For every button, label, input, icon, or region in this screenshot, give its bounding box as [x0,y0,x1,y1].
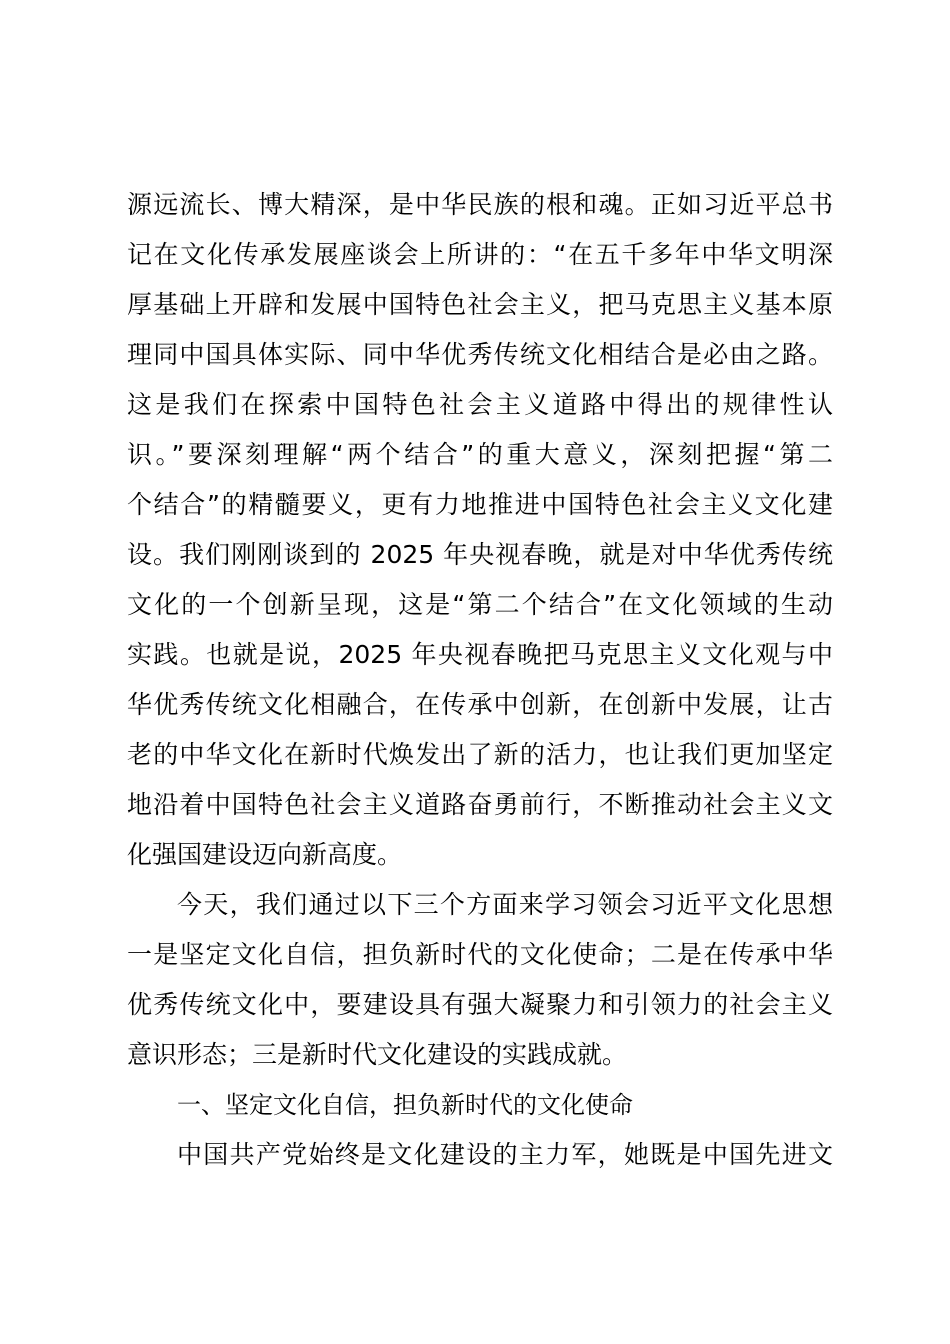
body-text-line: 化强国建设迈向新高度。 [127,840,403,869]
paragraph-first-line: 中国共产党始终是文化建设的主力军，她既是中国先进文 [177,1140,833,1169]
body-text-line: 实践。也就是说，2025 年央视春晚把马克思主义文化观与中 [127,640,833,669]
body-text-line: 老的中华文化在新时代焕发出了新的活力，也让我们更加坚定 [127,740,833,769]
body-text-line: 厚基础上开辟和发展中国特色社会主义，把马克思主义基本原 [127,290,833,319]
body-text-line: 源远流长、博大精深，是中华民族的根和魂。正如习近平总书 [127,190,833,219]
body-text-line: 优秀传统文化中，要建设具有强大凝聚力和引领力的社会主义 [127,990,833,1019]
section-heading: 一、坚定文化自信，担负新时代的文化使命 [177,1091,633,1119]
body-text-line: 记在文化传承发展座谈会上所讲的：“在五千多年中华文明深 [127,240,833,269]
body-text-line: 理同中国具体实际、同中华优秀传统文化相结合是必由之路。 [127,340,833,369]
body-text-line: 文化的一个创新呈现，这是“第二个结合”在文化领域的生动 [127,590,833,619]
body-text-line: 一是坚定文化自信，担负新时代的文化使命；二是在传承中华 [127,940,833,969]
body-text-line: 这是我们在探索中国特色社会主义道路中得出的规律性认 [127,390,833,419]
body-text-line: 华优秀传统文化相融合，在传承中创新，在创新中发展，让古 [127,690,833,719]
body-text-line: 设。我们刚刚谈到的 2025 年央视春晚，就是对中华优秀传统 [127,540,833,569]
body-text-line: 个结合”的精髓要义，更有力地推进中国特色社会主义文化建 [127,490,833,519]
paragraph-first-line: 今天，我们通过以下三个方面来学习领会习近平文化思想 [177,890,833,919]
body-text-line: 地沿着中国特色社会主义道路奋勇前行，不断推动社会主义文 [127,790,833,819]
body-text-line: 识。”要深刻理解“两个结合”的重大意义，深刻把握“第二 [127,440,833,469]
body-text-line: 意识形态；三是新时代文化建设的实践成就。 [127,1040,628,1069]
